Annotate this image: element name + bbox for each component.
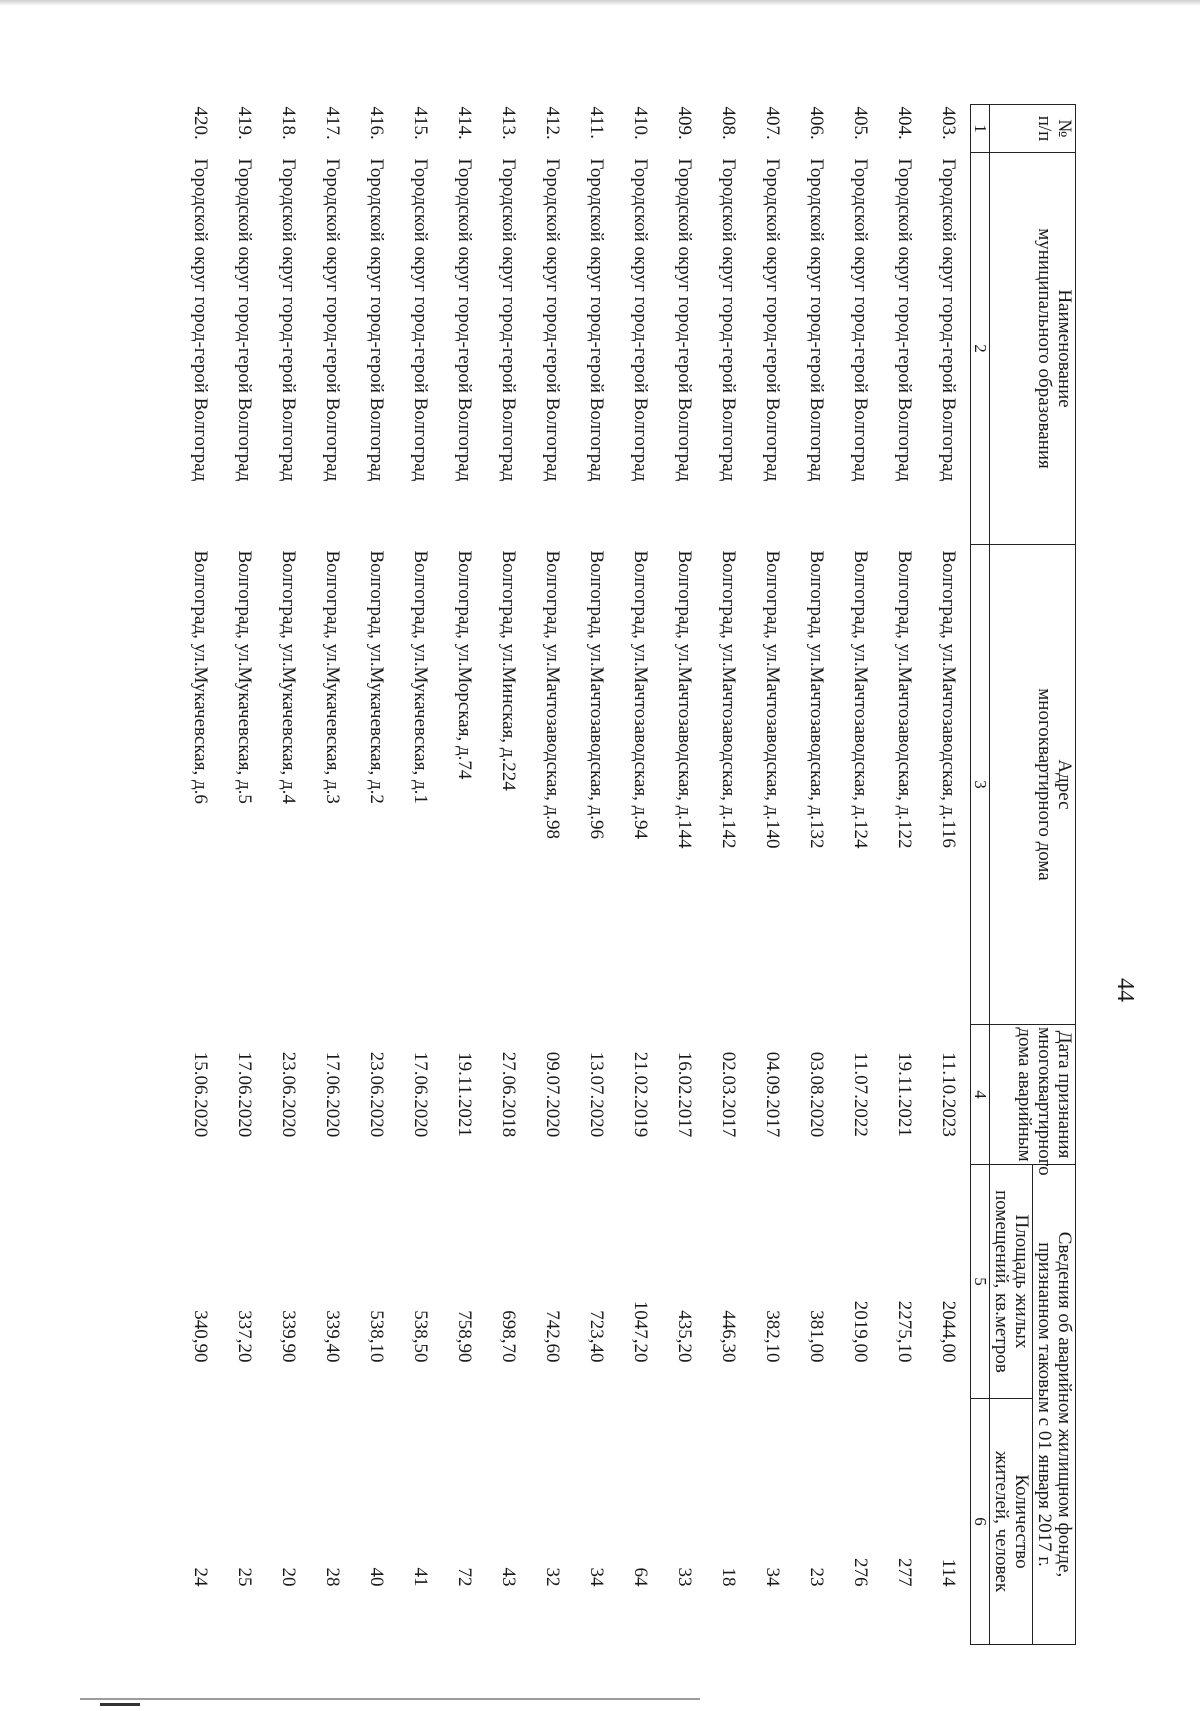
residents-cell: 64 — [630, 1567, 651, 1587]
date-cell: 02.03.2017 — [718, 1051, 739, 1138]
address-cell: Волгоград, ул.Мукачевская, д.3 — [322, 550, 343, 804]
scan-edge — [0, 0, 1200, 6]
header-people: Количество жителей, человек — [990, 1399, 1033, 1645]
emergency-housing-table — [178, 104, 1076, 1645]
residents-cell: 32 — [542, 1567, 563, 1587]
table-row — [838, 105, 882, 1645]
table-row — [706, 105, 750, 1645]
residents-cell: 33 — [674, 1567, 695, 1587]
date-cell: 11.07.2022 — [850, 1052, 871, 1137]
row-number: 417. — [322, 106, 343, 140]
area-cell: 758,90 — [454, 1310, 475, 1363]
residents-cell: 20 — [278, 1567, 299, 1587]
column-index: 5 — [971, 1165, 990, 1399]
column-index: 1 — [971, 105, 990, 153]
date-cell: 17.06.2020 — [410, 1051, 431, 1138]
table-row — [574, 105, 618, 1645]
table-row — [310, 105, 354, 1645]
area-cell: 337,20 — [234, 1310, 255, 1363]
date-cell: 27.06.2018 — [498, 1051, 519, 1138]
area-cell: 339,90 — [278, 1310, 299, 1363]
header-date: Дата признания многоквартирного дома аварийным — [990, 1025, 1076, 1165]
residents-cell: 40 — [366, 1567, 387, 1587]
date-cell: 23.06.2020 — [278, 1051, 299, 1138]
municipality-cell: Городской округ город-герой Волгоград — [542, 158, 563, 482]
column-index: 6 — [971, 1399, 990, 1645]
table-row — [618, 105, 662, 1645]
municipality-cell: Городской округ город-герой Волгоград — [190, 158, 211, 482]
row-number: 414. — [454, 106, 475, 140]
municipality-cell: Городской округ город-герой Волгоград — [454, 158, 475, 482]
row-number: 406. — [806, 106, 827, 140]
date-cell: 19.11.2021 — [454, 1052, 475, 1137]
residents-cell: 41 — [410, 1567, 431, 1587]
municipality-cell: Городской округ город-герой Волгоград — [366, 158, 387, 482]
date-cell: 23.06.2020 — [366, 1051, 387, 1138]
residents-cell: 277 — [894, 1558, 915, 1587]
row-number: 404. — [894, 106, 915, 140]
row-number: 420. — [190, 106, 211, 140]
date-cell: 16.02.2017 — [674, 1051, 695, 1138]
table-row — [486, 105, 530, 1645]
residents-cell: 276 — [850, 1558, 871, 1587]
row-number: 415. — [410, 106, 431, 140]
date-cell: 17.06.2020 — [234, 1051, 255, 1138]
address-cell: Волгоград, ул.Мачтозаводская, д.94 — [630, 550, 651, 840]
address-cell: Волгоград, ул.Мукачевская, д.1 — [410, 550, 431, 804]
address-cell: Волгоград, ул.Мачтозаводская, д.124 — [850, 550, 871, 849]
table-row — [222, 105, 266, 1645]
area-cell: 446,30 — [718, 1310, 739, 1363]
residents-cell: 43 — [498, 1567, 519, 1587]
row-number: 416. — [366, 106, 387, 140]
area-cell: 382,10 — [762, 1310, 783, 1363]
address-cell: Волгоград, ул.Морская, д.74 — [454, 550, 475, 780]
residents-cell: 72 — [454, 1567, 475, 1587]
area-cell: 435,20 — [674, 1310, 695, 1363]
table-row — [662, 105, 706, 1645]
residents-cell: 114 — [938, 1558, 959, 1587]
area-cell: 340,90 — [190, 1310, 211, 1363]
municipality-cell: Городской округ город-герой Волгоград — [410, 158, 431, 482]
header-municipality: Наименование муниципального образования — [990, 153, 1076, 545]
table-row — [442, 105, 486, 1645]
date-cell: 04.09.2017 — [762, 1051, 783, 1138]
table-row — [266, 105, 310, 1645]
residents-cell: 28 — [322, 1567, 343, 1587]
header-num: № п/п — [990, 105, 1076, 153]
address-cell: Волгоград, ул.Мачтозаводская, д.142 — [718, 550, 739, 849]
address-cell: Волгоград, ул.Мукачевская, д.5 — [234, 550, 255, 804]
row-number: 418. — [278, 106, 299, 140]
table-row — [354, 105, 398, 1645]
header-group: Сведения об аварийном жилищном фонде, признанном таковым с 01 января 2017 г. — [1033, 1165, 1076, 1645]
row-number: 407. — [762, 106, 783, 140]
municipality-cell: Городской округ город-герой Волгоград — [674, 158, 695, 482]
row-number: 410. — [630, 106, 651, 140]
municipality-cell: Городской округ город-герой Волгоград — [630, 158, 651, 482]
municipality-cell: Городской округ город-герой Волгоград — [718, 158, 739, 482]
table-row — [530, 105, 574, 1645]
date-cell: 17.06.2020 — [322, 1051, 343, 1138]
area-cell: 339,40 — [322, 1310, 343, 1363]
date-cell: 11.10.2023 — [938, 1052, 959, 1137]
area-cell: 2275,10 — [894, 1300, 915, 1363]
residents-cell: 34 — [586, 1567, 607, 1587]
area-cell: 698,70 — [498, 1310, 519, 1363]
municipality-cell: Городской округ город-герой Волгоград — [234, 158, 255, 482]
date-cell: 03.08.2020 — [806, 1051, 827, 1138]
scan-speck — [100, 1703, 140, 1706]
column-index: 3 — [971, 545, 990, 1025]
area-cell: 381,00 — [806, 1310, 827, 1363]
area-cell: 538,10 — [366, 1310, 387, 1363]
column-index: 4 — [971, 1025, 990, 1165]
area-cell: 2019,00 — [850, 1300, 871, 1363]
header-address: Адрес многоквартирного дома — [990, 545, 1076, 1025]
residents-cell: 18 — [718, 1567, 739, 1587]
municipality-cell: Городской округ город-герой Волгоград — [850, 158, 871, 482]
table-row — [882, 105, 926, 1645]
address-cell: Волгоград, ул.Мукачевская, д.4 — [278, 550, 299, 804]
row-number: 411. — [586, 106, 607, 140]
row-number: 412. — [542, 106, 563, 140]
area-cell: 1047,20 — [630, 1300, 651, 1363]
address-cell: Волгоград, ул.Минская, д.224 — [498, 550, 519, 791]
document-sheet — [180, 70, 1180, 1680]
table-row — [926, 105, 971, 1645]
date-cell: 19.11.2021 — [894, 1052, 915, 1137]
row-number: 403. — [938, 106, 959, 140]
area-cell: 538,50 — [410, 1310, 431, 1363]
municipality-cell: Городской округ город-герой Волгоград — [762, 158, 783, 482]
row-number: 408. — [718, 106, 739, 140]
area-cell: 723,40 — [586, 1310, 607, 1363]
scan-line — [80, 1698, 700, 1700]
municipality-cell: Городской округ город-герой Волгоград — [806, 158, 827, 482]
residents-cell: 23 — [806, 1567, 827, 1587]
address-cell: Волгоград, ул.Мачтозаводская, д.122 — [894, 550, 915, 849]
address-cell: Волгоград, ул.Мачтозаводская, д.116 — [938, 550, 959, 848]
table-row — [794, 105, 838, 1645]
table-body — [178, 105, 971, 1645]
column-index: 2 — [971, 153, 990, 545]
address-cell: Волгоград, ул.Мукачевская, д.2 — [366, 550, 387, 804]
municipality-cell: Городской округ город-герой Волгоград — [586, 158, 607, 482]
table-header — [971, 105, 1076, 1645]
date-cell: 09.07.2020 — [542, 1051, 563, 1138]
date-cell: 13.07.2020 — [586, 1051, 607, 1138]
table-row — [398, 105, 442, 1645]
row-number: 409. — [674, 106, 695, 140]
page-number: 44 — [1112, 978, 1138, 1002]
municipality-cell: Городской округ город-герой Волгоград — [278, 158, 299, 482]
municipality-cell: Городской округ город-герой Волгоград — [938, 158, 959, 482]
row-number: 419. — [234, 106, 255, 140]
date-cell: 21.02.2019 — [630, 1051, 651, 1138]
municipality-cell: Городской округ город-герой Волгоград — [322, 158, 343, 482]
table-row — [178, 105, 222, 1645]
address-cell: Волгоград, ул.Мачтозаводская, д.132 — [806, 550, 827, 849]
header-area: Площадь жилых помещений, кв.метров — [990, 1165, 1033, 1399]
address-cell: Волгоград, ул.Мукачевская, д.6 — [190, 550, 211, 804]
residents-cell: 34 — [762, 1567, 783, 1587]
municipality-cell: Городской округ город-герой Волгоград — [894, 158, 915, 482]
date-cell: 15.06.2020 — [190, 1051, 211, 1138]
area-cell: 2044,00 — [938, 1300, 959, 1363]
address-cell: Волгоград, ул.Мачтозаводская, д.98 — [542, 550, 563, 840]
area-cell: 742,60 — [542, 1310, 563, 1363]
residents-cell: 24 — [190, 1567, 211, 1587]
address-cell: Волгоград, ул.Мачтозаводская, д.96 — [586, 550, 607, 840]
residents-cell: 25 — [234, 1567, 255, 1587]
row-number: 405. — [850, 106, 871, 140]
row-number: 413. — [498, 106, 519, 140]
table-row — [750, 105, 794, 1645]
address-cell: Волгоград, ул.Мачтозаводская, д.144 — [674, 550, 695, 849]
municipality-cell: Городской округ город-герой Волгоград — [498, 158, 519, 482]
address-cell: Волгоград, ул.Мачтозаводская, д.140 — [762, 550, 783, 849]
